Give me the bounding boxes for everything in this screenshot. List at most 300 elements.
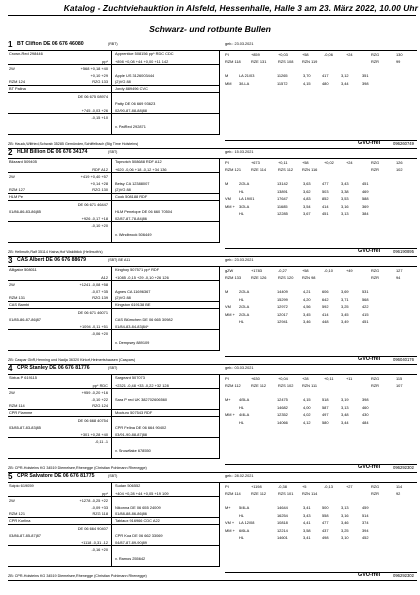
catalog-number: 096260749 [393,141,414,146]
lactation-value: 422 [362,304,369,309]
pedigree-sire-line: 01/84-83-84-83|84* [115,324,149,329]
lactation-value: HL [239,404,244,410]
breeding-value: -0,27 [278,268,287,273]
lactation-value: 498 [322,535,329,540]
pedigree-rule [8,524,111,525]
lactation-value: 3,25 [341,304,349,309]
lactation-value: 14601 [277,535,288,540]
lactation-value: 3,19 [341,397,349,402]
breeding-value: RZR [371,383,379,388]
pedigree-value: +568 +0,18 +40 [80,65,108,71]
pedigree-rule [8,496,111,497]
pedigree-sire-line: Sargeant 507073 [115,375,145,380]
lactation-value: M+ [225,397,231,402]
pedigree-sire-line: Patty DE 06 669 93623 [115,101,156,106]
pedigree-sire-line: Nikonna DE 06 655 24009 [115,504,161,510]
breeding-value: RZR [371,59,379,64]
breed-code: (SBT) [108,474,118,478]
lot-header [8,473,417,482]
lactation-value: MM + [225,412,235,417]
lactation-value: 14409 [277,289,288,294]
lactation-value: 451 [322,211,329,216]
lactation-value: 3,62 [303,188,311,194]
pedigree-sire-line: Kinghoy 507571 pp* RDF [115,267,160,272]
breeding-value: +859 [251,52,260,57]
pedigree-sire-line: 02/90-87-88-88|88 [115,108,147,113]
lactation-value: 17647 [277,196,288,201]
pedigree-sire-line: CPR Koa DE 06 662 33069 [115,533,163,538]
bull-name: CPR Salvatore DE 06 676 81775 [17,473,95,479]
pedigree-box [8,375,220,459]
pedigree-dam-line: Alligator 508011 [9,267,37,272]
lactation-value: 3,45 [303,311,311,317]
pedigree-value: DE 06 664 90407 [77,526,108,531]
lot-entry [8,149,417,258]
lactation-value: 642 [322,296,329,302]
lactation-value: 3,70 [303,73,311,78]
lactation-value: 12352 [277,412,288,417]
lactation-value: 4/5LA [239,397,250,402]
pedigree-rule [111,308,219,309]
pedigree-dam-line: CPR Korlina [9,518,31,523]
pedigree-value: +419 +0,40 +57 [80,173,108,179]
section-title: Schwarz- und rotbunte Bullen [149,24,271,34]
breeding-value: RZE 114 [251,167,267,172]
pedigree-value: RZG 139 [92,295,108,300]
pedigree-value: DE 06 671 46071 [77,310,108,315]
lactation-value: 13891 [277,188,288,194]
breeding-value: +27 [346,484,353,489]
pedigree-sire-line: Apprentice 508156 pp* RDC CDC [115,51,174,56]
birth-date: geb.: 15.03.2021 [225,150,254,154]
gvo-label: GVO-frei [358,356,381,362]
lactation-value: 568 [362,296,369,302]
lactation-value: VM [225,304,231,309]
pedigree-sire-line: CAS Blümchen DE 06 665 30982 [115,317,173,322]
breeding-value: RZM 118 [225,59,241,64]
breeding-value: RZG [371,160,380,165]
lactation-value: 14682 [277,404,288,410]
pedigree-value: pp* RDC [92,382,108,388]
breeding-value: RZR [371,275,379,280]
lot-header [8,149,417,158]
lactation-value: 4,56 [303,304,311,309]
breeding-value: -0,06 [324,52,333,57]
pedigree-value: RZG 118 [92,511,108,516]
pedigree-dam-line: 2W [9,497,15,503]
lactation-value: 11572 [277,80,288,86]
lactation-value: 3,12 [341,73,349,78]
lactation-value: 3,41 [303,535,311,540]
breeding-value: +1783 [251,268,262,273]
pedigree-rule [8,64,111,65]
lactation-value: 12214 [277,527,288,533]
pedigree-sire-line: v. Snowflake 678550 [115,448,151,453]
pedigree-dam-line: RZM 121 [9,511,25,516]
pedigree-value: +1278 -0,25 +22 [79,497,108,503]
lactation-value: 12017 [277,311,288,317]
lactation-value: MM + [225,203,235,209]
breeding-value: +11 [346,376,353,381]
pedigree-dam-line: 03/85-87-83-83|85 [9,425,41,430]
pedigree-box [8,159,220,243]
pedigree-sire-line: Kingston 619138 BE [115,302,151,307]
lactation-value: 3,58 [303,527,311,533]
breeding-value: RZN 98 [302,275,316,280]
lactation-value: MM [225,80,232,86]
pedigree-rule [8,280,111,281]
lactation-value: 2/2LA [239,289,250,294]
lot-header [8,257,417,266]
breeding-value: PI [225,376,229,381]
pedigree-value: +745 -0,03 +26 [81,108,108,113]
pedigree-sire-line: CPR Felina DE 06 664 90402 [115,425,167,430]
breed-code: (SBT) [108,150,118,154]
breeding-value: 107 [396,383,403,388]
breeding-value: -0,13 [324,484,333,489]
breeding-value: 102 [396,167,403,172]
pedigree-dam-line: Crown-Red 298446 [9,51,43,56]
lactation-value: M+ [225,505,231,510]
lactation-value: 415 [362,311,369,317]
pedigree-rule [8,388,111,389]
pedigree-sire-line: +404 +0,28 +44 +0,05 +19 109 [115,490,169,496]
breeding-value: 92 [396,491,401,496]
lactation-value: 588 [362,196,369,201]
lactation-value: HL [239,535,244,540]
lactation-value: M [225,73,229,78]
breeding-value: RZG [371,268,380,273]
breeding-value: RZN 111 [302,383,317,388]
breeding-value: RZM 133 [225,275,241,280]
lot-header [8,41,417,50]
pedigree-value: -0,06 +20 [91,331,108,336]
pedigree-sire-line: +1085 -0,15 +29 -0,10 +26 126 [115,274,169,280]
lactation-value: 497 [322,412,329,417]
pedigree-value: +1241 -0,08 +58 [79,281,108,287]
pedigree-rule [8,92,111,93]
breeding-value: RZS 108 [278,59,294,64]
lactation-value: 4,02 [303,412,311,417]
lactation-value: 3,41 [303,505,311,510]
pedigree-sire-line: Jordy 889496 CVC [115,86,148,91]
lactation-value: 3,46 [303,319,311,324]
breeding-value: +0,11 [278,160,288,165]
lactation-value: 437 [322,527,329,533]
pedigree-value: +301 +0,28 +40 [80,432,108,437]
lactation-value: 12972 [277,304,288,309]
breeding-value: 115 [396,376,403,381]
pedigree-sire-line: Sara P red UK 382702606560 [115,396,168,402]
pedigree-sire-line: v. PatRed 292871 [115,124,146,129]
breeding-value: RZG [371,484,380,489]
pedigree-value: RDF A12 [92,166,108,172]
lactation-value: 417 [322,73,329,78]
gvo-rule [225,572,417,573]
lactation-value: 14644 [277,505,288,510]
pedigree-value: pp* [102,490,108,496]
pedigree-value: +1118 -0,31 -12 [80,540,108,545]
pedigree-value: DE 06 668 40754 [77,418,108,423]
lactation-value: 500 [322,505,329,510]
lactation-value: 451 [362,319,369,324]
lactation-value: 398 [362,397,369,402]
bull-name: CAS Albert DE 06 676 88679 [17,257,87,263]
lactation-value: 414 [322,203,329,209]
lactation-value: 15299 [277,296,288,302]
pedigree-value: -0,15 +10 [91,115,108,120]
breeding-value: RZS 120 [278,275,294,280]
pedigree-sire-line: 01/88-88-86-86|86 [115,511,147,516]
breeding-value: +630 [251,376,260,381]
gvo-rule [225,356,417,357]
breeding-value: PI [225,484,229,489]
pedigree-dam-line: RZM 124 [9,79,25,84]
pedigree-dam-line: Sixtus P 619115 [9,375,37,380]
lactation-value: 480 [322,80,329,86]
pedigree-value: RZG 130 [92,187,108,192]
lactation-value: 3/2LA [239,203,250,209]
pedigree-rule [111,64,219,65]
pedigree-dam-line: RZM 114 [9,403,25,408]
pedigree-sire-line: Agnes CA 11696367 [115,288,151,294]
lactation-value: 477 [322,520,329,525]
pedigree-dam-line: 01/85-86-87-86|87 [9,317,41,322]
pedigree-dam-line: Blizzard 509405 [9,159,37,164]
breeding-value: RZM 121 [225,167,241,172]
lactation-value: 4,41 [303,520,311,525]
gvo-rule [225,464,417,465]
pedigree-value: -0,10 +20 [91,223,108,228]
lot-number: 2 [8,148,13,157]
lactation-value: 3,13 [341,211,349,216]
catalog-number: 096292302 [393,573,414,578]
lactation-value: 852 [322,196,329,201]
lactation-value: 514 [362,512,369,518]
lactation-value: LA 12/08 [239,520,255,525]
breeding-value: RZG [371,376,380,381]
lactation-value: 558 [322,512,329,518]
breed-code: (SBT) [108,366,118,370]
lactation-value: 10818 [277,520,288,525]
breeding-value: +58 [302,268,309,273]
lactation-value: 12285 [277,211,288,216]
breeding-value: +0,02 [324,160,334,165]
breeding-value: -0,38 [278,484,287,489]
lot-number: 4 [8,364,13,373]
pedigree-sire-line: Apple US 3126003444 [115,72,155,78]
pedigree-dam-line: 2W [9,65,15,71]
lot-number: 3 [8,256,13,265]
lactation-value: 2/2LA [239,181,250,186]
lot-number: 1 [8,40,13,49]
lactation-value: 3,54 [303,203,311,209]
pedigree-value: +0,14 +28 [90,180,108,186]
lactation-value: 394 [362,527,369,533]
breeding-value: +24 [346,52,353,57]
breeding-value: PI [225,52,229,57]
pedigree-value: pp* [102,58,108,64]
lactation-value: VM + [225,520,235,525]
pedigree-rule [111,416,219,417]
pedigree-sire-line: v. Ramos 255642 [115,556,146,561]
pedigree-sire-line: Topnotch 508688 RDF A12 [115,159,162,164]
pedigree-dam-line: CPR Flamme [9,410,33,415]
lactation-value: 384 [362,211,369,216]
pedigree-rule [111,524,219,525]
lactation-value: 4,83 [303,196,311,201]
breeding-value: +673 [251,160,260,165]
lactation-value: 3,38 [341,188,349,194]
lactation-value: 3,44 [341,80,349,86]
pedigree-rule [8,200,111,201]
breeding-value: RZR [371,491,379,496]
breeding-value: RZE 126 [251,275,267,280]
lactation-value: 3/LLA [239,80,250,86]
pedigree-box [8,483,220,567]
pedigree-sire-line: HLM Penelope DE 06 660 70504 [115,209,173,214]
pedigree-sire-line: Betsy CA 12388007 [115,180,150,186]
pedigree-rule [111,92,219,93]
pedigree-value: +0,10 +29 [90,72,108,78]
breeding-value: 94 [396,275,401,280]
breed-code: (RBT) [108,42,118,46]
breeder-info: ZB: Hellmuth,Ralf 35114 Haina,Hof Waldblick (Hellmuth's) [8,250,103,254]
pedigree-sire-line: v. Dempsey 889109 [115,340,150,345]
lactation-value: 3,43 [341,181,349,186]
pedigree-rule [111,280,219,281]
bull-name: CPR Stanley DE 06 676 81776 [17,365,90,371]
lactation-value: 3,13 [341,404,349,410]
pedigree-sire-line: (2)VG 88 [115,295,131,300]
catalog-title: Katalog - Zuchtviehauktion in Alsfeld, Hessenhalle, Halle 3 am 23. März 2022, 10.00 Uhr [63,3,418,13]
lactation-value: 503 [322,188,329,194]
lactation-value: 587 [322,404,329,410]
pedigree-rule [111,496,219,497]
lactation-value: 3,43 [303,512,311,518]
breeding-value: RZR [371,167,379,172]
lactation-value: 414 [322,311,329,317]
pedigree-sire-line: Sudan 506552 [115,483,141,488]
pedigree-value: -0,07 +35 [91,288,108,294]
catalog-number: 096292302 [393,465,414,470]
lactation-value: 12475 [277,397,288,402]
lactation-value: 12941 [277,319,288,324]
breeding-value: -0,10 [324,268,333,273]
lot-number: 5 [8,472,13,481]
lactation-value: 351 [362,73,369,78]
pedigree-value: +926 -0,17 +18 [81,216,108,221]
pedigree-value: DE 06 671 46447 [77,202,108,207]
breeding-value: +24 [346,160,353,165]
pedigree-sire-line: 03/91-90-88-87|88 [115,432,147,437]
pedigree-value: -0,11 -1 [94,439,108,444]
pedigree-dam-line: 03/86-87-85-87|87 [9,533,41,538]
pedigree-box [8,51,220,135]
lot-header [8,365,417,374]
lot-entry [8,41,417,150]
breeding-value: 126 [396,160,403,165]
lactation-value: 430 [362,412,369,417]
birth-date: geb.: 23.03.2021 [225,42,254,46]
lactation-value: 484 [362,419,369,425]
pedigree-dam-line: 01/86-86-83-86|85 [9,209,41,214]
pedigree-sire-line: v. Windbrook 506449 [115,232,152,237]
pedigree-dam-line: BT Palina [9,86,26,91]
breeding-value: +0,03 [278,52,288,57]
pedigree-sire-line: (2)VG 88 [115,79,131,84]
lactation-value: M [225,289,229,294]
lactation-value: 6/6LA [239,527,250,533]
gvo-label: GVO-frei [358,248,381,254]
pedigree-value: +1094 -0,11 +51 [79,324,108,329]
lactation-value: 459 [362,505,369,510]
breeding-value: 130 [396,52,403,57]
lactation-value: 3,10 [341,535,349,540]
pedigree-sire-line: 02/87-87-78-84|86 [115,216,147,221]
lactation-value: 16254 [277,512,288,518]
breeding-value: RZN 114 [302,491,318,496]
pedigree-rule [111,200,219,201]
pedigree-sire-line: +2321 -0,48 +33 -0,22 +32 128 [115,382,169,388]
pedigree-dam-line: RZM 131 [9,295,25,300]
breeding-value: +1198 [251,484,262,489]
breeding-value: RZN 116 [302,167,318,172]
lactation-value: 4/4LA [239,412,250,417]
lactation-value: 3,45 [341,311,349,317]
lactation-value: LA 19/01 [239,196,255,201]
pedigree-dam-line: 2W [9,389,15,395]
breeding-value: +0,11 [324,376,334,381]
lactation-value: 5/4LA [239,505,250,510]
gvo-label: GVO-frei [358,140,381,146]
lactation-value: 477 [322,181,329,186]
breeding-value: RZS 102 [278,383,294,388]
pedigree-rule [8,172,111,173]
breeding-value: 127 [396,268,403,273]
breeding-value: RZE 112 [251,491,267,496]
breeding-value: RZS 112 [278,167,294,172]
lactation-value: 3,46 [341,520,349,525]
pedigree-dam-line: Scipio 619059 [9,483,34,488]
pedigree-dam-line: 2W [9,173,15,179]
breeding-value: 99 [396,59,401,64]
pedigree-value: -0,09 +33 [91,504,108,510]
pedigree-dam-line: HLM Pe [9,194,24,199]
bull-name: BT Clifton DE 06 676 46080 [17,41,84,47]
breeding-value: 114 [396,484,403,489]
breeding-value: +49 [346,268,353,273]
breeding-value: RZS 101 [278,491,294,496]
breeding-value: RZM 114 [225,491,241,496]
pedigree-dam-line: CAS Bambi [9,302,30,307]
breeding-value: RZM 112 [225,383,241,388]
pedigree-sire-line: 04/87-87-89-90|89 [115,540,147,545]
lactation-value: 374 [362,520,369,525]
breeder-info: ZB: CPR-Holsteins KG 34519 Diemelsee,Rhenegge (Christian Pohlmann Rhenegge) [8,574,147,578]
lactation-value: MM + [225,527,235,533]
pedigree-value: -0,10 +22 [91,396,108,402]
pedigree-sire-line: Cook 508188 RDF [115,194,148,199]
lactation-value: 3,53 [341,196,349,201]
lactation-value: 3,13 [341,505,349,510]
pedigree-box [8,267,220,351]
lactation-value: HL [239,419,244,425]
gvo-label: GVO-frei [358,572,381,578]
lactation-value: 4,21 [303,289,311,294]
breeder-info: ZB: CPR-Holsteins KG 34519 Diemelsee,Rhenegge (Christian Pohlmann Rhenegge) [8,466,147,470]
lactation-value: 2/2LA [239,304,250,309]
